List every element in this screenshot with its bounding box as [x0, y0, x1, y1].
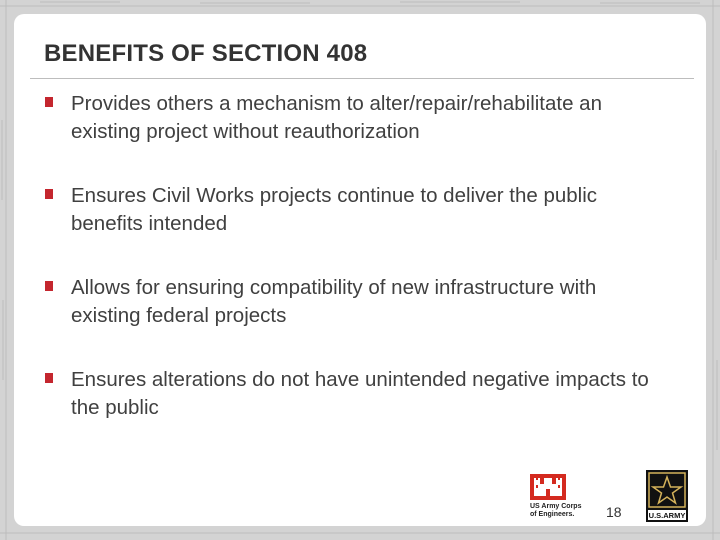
bullet-item — [44, 366, 664, 422]
bullet-text: Provides others a mechanism to alter/repair/rehabilitate an existing project without reauthorization — [71, 92, 602, 143]
bullet-list — [44, 90, 664, 458]
square-bullet-icon — [45, 373, 53, 383]
castle-logo-icon — [530, 474, 566, 500]
bullet-text: Allows for ensuring compatibility of new infrastructure with existing federal projects — [71, 276, 597, 327]
bullet-text: Ensures Civil Works projects continue to deliver the public benefits intended — [71, 184, 598, 235]
usace-text-line1: US Army Corps — [530, 503, 582, 510]
bullet-text: Ensures alterations do not have unintended negative impacts to the public — [71, 368, 649, 419]
army-logo-text: U.S.ARMY — [648, 511, 686, 520]
slide-title: BENEFITS OF SECTION 408 — [44, 40, 368, 67]
square-bullet-icon — [45, 281, 53, 291]
square-bullet-icon — [45, 189, 53, 199]
square-bullet-icon — [45, 97, 53, 107]
title-divider — [30, 78, 694, 79]
usace-logo-text — [530, 503, 600, 519]
page-number: 18 — [606, 504, 622, 520]
usace-text-line2: of Engineers. — [530, 511, 575, 518]
bullet-item — [44, 182, 664, 238]
bullet-item — [44, 90, 664, 146]
army-star-logo-icon — [646, 470, 688, 522]
bullet-item — [44, 274, 664, 330]
